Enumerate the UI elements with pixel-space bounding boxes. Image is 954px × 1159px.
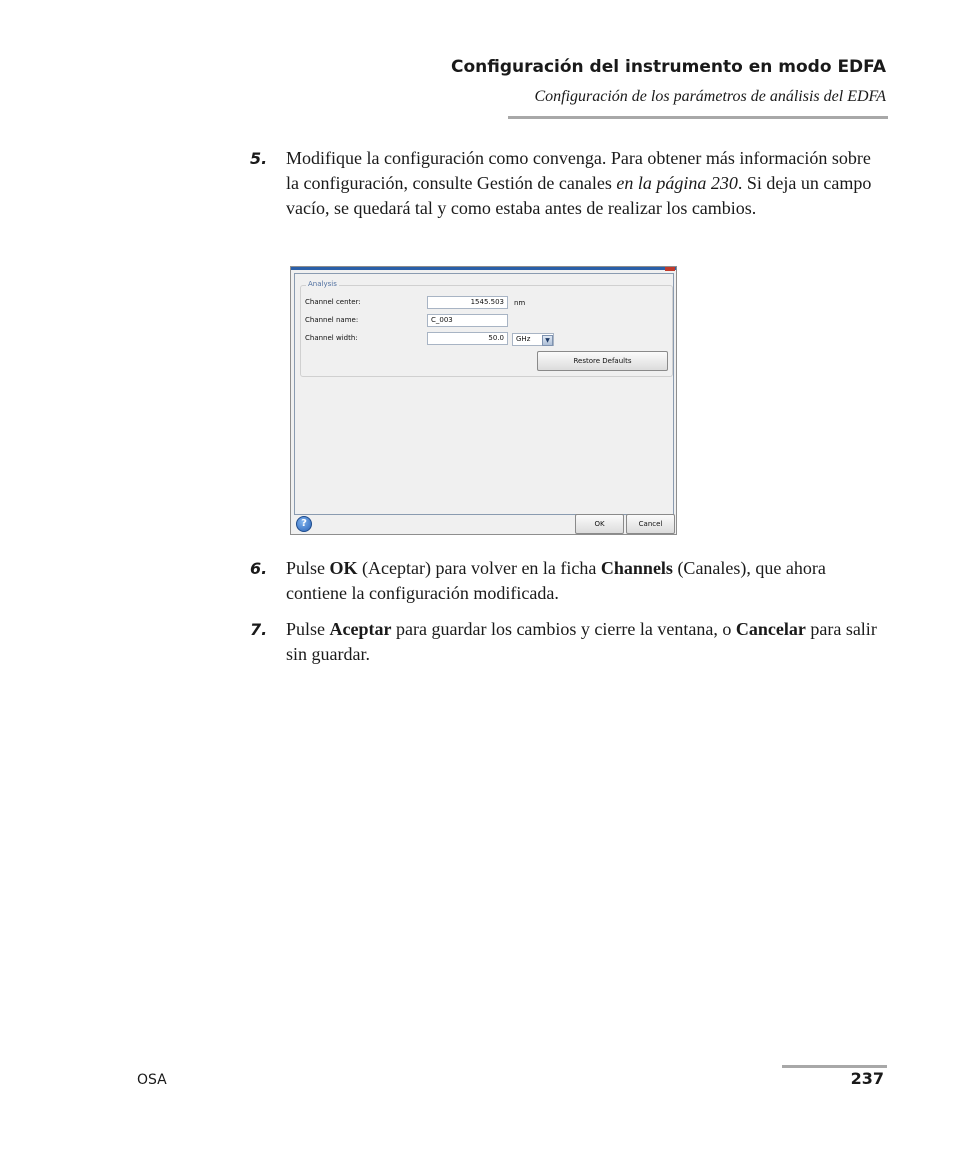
- step-number: 7.: [250, 620, 268, 639]
- analysis-dialog-screenshot: [290, 266, 677, 535]
- step-text: para guardar los cambios y cierre la ventana, o: [391, 619, 736, 639]
- cancelar-term: Cancelar: [735, 619, 806, 639]
- cross-reference-link[interactable]: en la página 230: [616, 173, 738, 193]
- channel-width-input[interactable]: 50.0: [427, 332, 508, 345]
- channel-width-unit-select[interactable]: GHz: [512, 333, 554, 346]
- step-number: 6.: [250, 559, 268, 578]
- footer-product-name: OSA: [137, 1072, 167, 1088]
- channel-center-input[interactable]: 1545.503: [427, 296, 508, 309]
- step-number: 5.: [250, 149, 268, 168]
- step-text: Modifique la configuración como convenga. Para obtener más información sobre la configuración, consulte Gestión de canales: [286, 148, 871, 193]
- section-title: Configuración de los parámetros de análisis del EDFA: [534, 88, 886, 105]
- channel-name-label: Channel name:: [305, 316, 359, 324]
- dialog-client-area: [294, 273, 674, 515]
- restore-defaults-button[interactable]: Restore Defaults: [537, 351, 668, 371]
- chevron-down-icon[interactable]: ▼: [542, 335, 553, 346]
- channel-name-input[interactable]: C_003: [427, 314, 508, 327]
- dialog-titlebar: [291, 267, 676, 270]
- aceptar-term: Aceptar: [329, 619, 392, 639]
- step-text: . Si deja un campo vacío, se quedará tal y como estaba antes de realizar los cambios.: [286, 173, 872, 218]
- chapter-title: Configuración del instrumento en modo EDFA: [450, 57, 886, 77]
- channel-center-unit: nm: [514, 299, 526, 307]
- cancel-button[interactable]: Cancel: [626, 514, 675, 534]
- channel-width-label: Channel width:: [305, 334, 358, 342]
- step-text: para salir sin guardar.: [286, 619, 877, 664]
- step-7: [250, 617, 886, 667]
- step-5: [250, 146, 886, 221]
- step-6: [250, 556, 886, 606]
- ok-term: OK: [329, 558, 358, 578]
- step-text: (Aceptar) para volver en la ficha: [357, 558, 601, 578]
- ok-button[interactable]: OK: [575, 514, 624, 534]
- step-text: (Canales), que ahora contiene la configuración modificada.: [286, 558, 826, 603]
- footer-rule: [782, 1065, 887, 1068]
- header-rule: [508, 116, 888, 119]
- page-number: 237: [850, 1069, 884, 1088]
- help-icon[interactable]: ?: [296, 516, 312, 532]
- channel-center-label: Channel center:: [305, 298, 361, 306]
- step-text: Pulse: [286, 619, 330, 639]
- analysis-group-label: Analysis: [308, 280, 337, 288]
- step-text: Pulse: [286, 558, 330, 578]
- close-icon[interactable]: [665, 267, 675, 271]
- channels-term: Channels: [600, 558, 673, 578]
